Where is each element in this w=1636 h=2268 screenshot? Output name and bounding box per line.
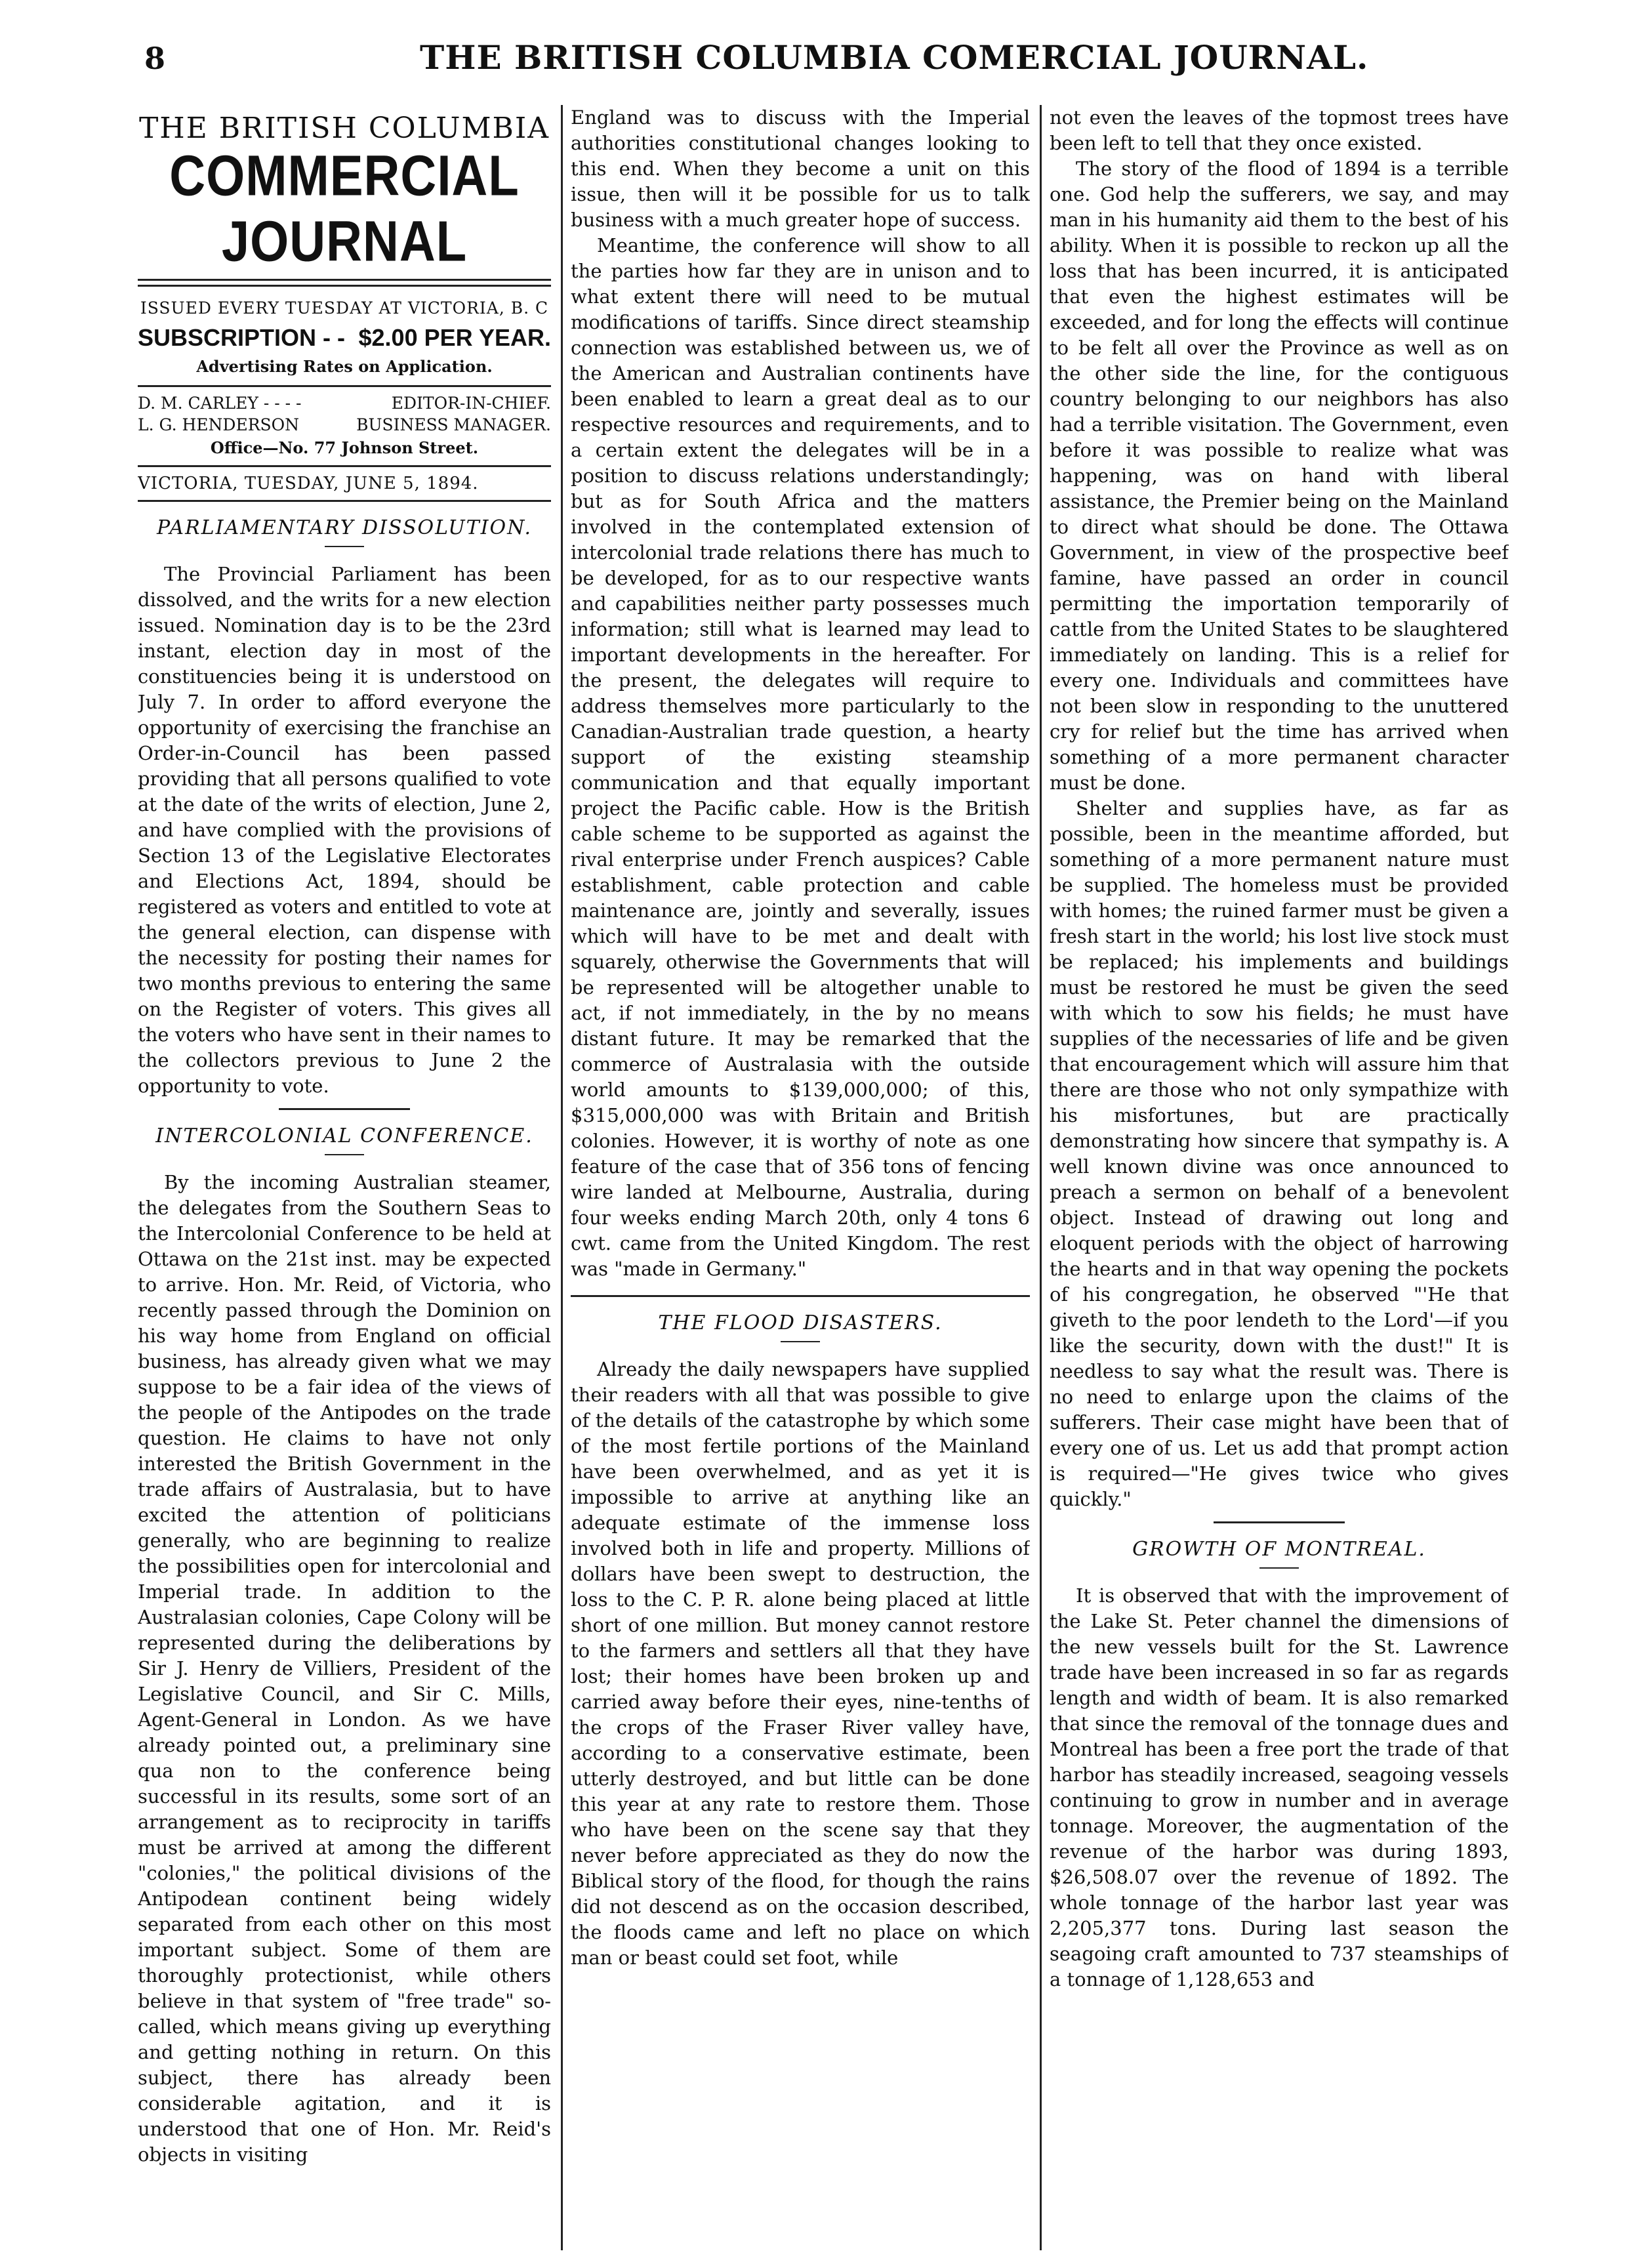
subscription-label: SUBSCRIPTION - - — [138, 324, 346, 351]
masthead-rule — [138, 279, 551, 287]
title-dash — [325, 1154, 364, 1155]
manager-row — [138, 415, 551, 434]
article-body-parliamentary: The Provincial Parliament has been dissolved, and the writs for a new election issued. Nomination day is to be the 23rd instant, election day in most of the constituencies being it is understood on July 7. In order to afford everyone the opportunity of exercising the franchise an Order-in-Council has been passed providing that all persons qualified to vote at the date of the writs of election, June 2, and have complied with the provisions of Section 13 of the Legislative Electorates and Elections Act, 1894, should be registered as voters and entitled to vote at the general election, can dispense with the necessity for posting their names for two months previous to entering the same on the Register of voters. This gives all the voters who have sent in their names to the collectors previous to June 2 the opportunity to vote. — [138, 563, 551, 1097]
article-title-flood: THE FLOOD DISASTERS. — [571, 1295, 1030, 1334]
article-body-flood-cont: not even the leaves of the topmost trees have been left to tell that they once existed. — [1050, 106, 1509, 154]
editor-row — [138, 394, 551, 413]
column-rule — [1040, 105, 1042, 2250]
subscription-price: $2.00 PER YEAR. — [358, 324, 551, 351]
article-body-intercolonial-p2: Meantime, the conference will show to all the parties how far they are in unison and to what extent there will need to be mutual modifications of tariffs. Since direct steamship connection was established between us, we of the American and Australian continents have been enabled to learn a great deal as to our respective resources and requirements, and to a certain extent the delegates will be in a position to discuss relations understandingly; but as for South Africa and the matters involved in the contemplated extension of intercolonial trade relations there has much to be developed, for as to our respective wants and capabilities neither party possesses much information; still what is learned may lead to important developments in the hereafter. For the present, the delegates will require to address themselves more particularly to the Canadian-Australian trade question, a hearty support of the existing steamship communication and that equally important project the Pacific cable. How is the British cable scheme to be supported as against the rival enterprise under French auspices? Cable establishment, cable protection and cable maintenance are, jointly and severally, issues which will have to be met and dealt with squarely, otherwise the Governments that will be represented will be altogether unable to act, if not immediately, in the by no means distant future. It may be remarked that the commerce of Australasia with the outside world amounts to $139,000,000; of this, $315,000,000 was with Britain and British colonies. However, it is worthy of note as one feature of the case that of 356 tons of fencing wire landed at Melbourne, Australia, during four weeks ending March 20th, only 4 tons 6 cwt. came from the United Kingdom. The rest was "made in Germany." — [571, 234, 1030, 1280]
article-body-montreal: It is observed that with the improvement of the Lake St. Peter channel the dimensions of the new vessels built for the St. Lawrence trade have been increased in so far as regards length and width of beam. It is also remarked that since the removal of the tonnage dues and Montreal has been a free port the trade of that harbor has steadily increased, seagoing vessels continuing to grow in number and in average tonnage. Moreover, the augmentation of the revenue of the harbor was during 1893, $26,508.07 over the revenue of 1892. The whole tonnage of the harbor last year was 2,205,377 tons. During last season the seagoing craft amounted to 737 steamships of a tonnage of 1,128,653 and — [1050, 1584, 1509, 1990]
article-body-flood-p3: Shelter and supplies have, as far as possible, been in the meantime afforded, but something of a more permanent nature must be supplied. The homeless must be provided with homes; the ruined farmer must be given a fresh start in the world; his lost live stock must be replaced; his implements and buildings must be restored he must be given the seed with which to sow his fields; he must have supplies of the necessaries of life and be given that encouragement which will assure him that there are those who not only sympathize with his misfortunes, but are practically demonstrating how sincere that sympathy is. A well known divine was once announced to preach a sermon on behalf of a benevolent object. Instead of drawing out long and eloquent periods with the object of harrowing the hearts and in that way opening the pockets of his congregation, he observed "'He that giveth to the poor lendeth to the Lord'—if you like the security, down with the dust!" It is needless to say what the result was. There is no need to enlarge upon the claims of the sufferers. Their case might have been that of every one of us. Let us add that prompt action is required—"He gives twice who gives quickly." — [1050, 797, 1509, 1510]
title-dash — [325, 546, 364, 547]
article-body-intercolonial: By the incoming Australian steamer, the delegates from the Southern Seas to the Intercolonial Conference to be held at Ottawa on the 21st inst. may be expected to arrive. Hon. Mr. Reid, of Victoria, who recently passed through the Dominion on his way home from England on official business, has already given what we may suppose to be a fair idea of the views of the people of the Antipodes on the trade question. He claims to have not only interested the British Government in the trade affairs of Australasia, but to have excited the attention of politicians generally, who are beginning to realize the possibilities open for intercolonial and Imperial trade. In addition to the Australasian colonies, Cape Colony will be represented during the deliberations by Sir J. Henry de Villiers, President of the Legislative Council, and Sir C. Mills, Agent-General in London. As we have already pointed out, a preliminary sine qua non to the conference being successful in its results, some sort of an arrangement as to reciprocity in tariffs must be arrived at among the different "colonies," the political divisions of the Antipodean continent being widely separated from each other on this most important subject. Some of them are thoroughly protectionist, while others believe in that system of "free trade" so-called, which means giving up everything and getting nothing in return. On this subject, there has already been considerable agitation, and it is understood that one of Hon. Mr. Reid's objects in visiting — [138, 1171, 551, 2166]
office-address: Office—No. 77 Johnson Street. — [210, 438, 479, 457]
column-2 — [571, 105, 1030, 2250]
article-title-parliamentary: PARLIAMENTARY DISSOLUTION. — [157, 516, 532, 539]
article-body-intercolonial-cont: England was to discuss with the Imperial authorities constitutional changes looking to this end. When they become a unit on this issue, then will it be possible for us to talk business with a much greater hope of success. — [571, 106, 1030, 231]
masthead-rule — [138, 500, 551, 502]
editor-title: EDITOR-IN-CHIEF. — [391, 394, 551, 413]
article-body-flood: Already the daily newspapers have supplied their readers with all that was possible to give of the details of the catastrophe by which some of the most fertile portions of the Mainland have been overwhelmed, and as yet it is impossible to arrive at anything like an adequate estimate of the immense loss involved both in life and property. Millions of dollars have been swept to destruction, the loss to the C. P. R. alone being placed at little short of one million. But money cannot restore to the farmers and settlers all that they have lost; their homes have been broken up and carried away before their eyes, nine-tenths of the crops of the Fraser River valley have, according to a conservative estimate, been utterly destroyed, and but little can be done this year at any rate to restore them. Those who have been on the scene say that they never before appreciated as they do now the Biblical story of the flood, for though the rains did not descend as on the occasion described, the floods came and left no place on which man or beast could set foot, while — [571, 1358, 1030, 1969]
article-end-rule — [279, 1108, 410, 1110]
column-rule — [561, 105, 563, 2250]
masthead-line1: THE BRITISH COLUMBIA — [138, 112, 550, 145]
advertising-note: Advertising Rates on Application. — [196, 357, 493, 376]
masthead-rule — [138, 385, 551, 387]
masthead-issued: ISSUED EVERY TUESDAY AT VICTORIA, B. C — [140, 299, 549, 318]
page-number: 8 — [144, 41, 166, 76]
masthead — [138, 112, 551, 502]
masthead-title: COMMERCIAL JOURNAL — [169, 144, 520, 274]
manager-name: L. G. HENDERSON — [138, 415, 300, 434]
subscription-line — [138, 324, 551, 352]
masthead-rule — [138, 465, 551, 467]
manager-title: BUSINESS MANAGER. — [356, 415, 551, 434]
title-dash — [1259, 1567, 1299, 1569]
article-title-intercolonial: INTERCOLONIAL CONFERENCE. — [155, 1124, 533, 1147]
running-head — [131, 33, 1522, 85]
column-1 — [138, 105, 551, 2250]
article-title-montreal: GROWTH OF MONTREAL. — [1132, 1538, 1426, 1561]
dateline: VICTORIA, TUESDAY, JUNE 5, 1894. — [138, 474, 479, 493]
article-body-flood-p2: The story of the flood of 1894 is a terrible one. God help the sufferers, we say, and may man in his humanity aid them to the best of his ability. When it is possible to reckon up all the loss that has been incurred, it is anticipated that even the highest estimates will be exceeded, and for long the effects will continue to be felt all over the Province as well as on the other side the line, for the contiguous country belonging to our neighbors has also had a terrible visitation. The Government, even before it was possible to realize what was happening, was on hand with liberal assistance, the Premier being on the Mainland to direct what should be done. The Ottawa Government, in view of the prospective beef famine, have passed an order in council permitting the importation temporarily of cattle from the United States to be slaughtered immediately on landing. This is a relief for every one. Individuals and committees have not been slow in responding to the unuttered cry for relief but the time has arrived when something of a more permanent character must be done. — [1050, 157, 1509, 794]
title-dash — [781, 1341, 820, 1342]
column-3 — [1050, 105, 1509, 2250]
editor-name: D. M. CARLEY - - - - — [138, 394, 302, 413]
article-end-rule — [1214, 1521, 1345, 1523]
running-head-title: THE BRITISH COLUMBIA COMERCIAL JOURNAL. — [420, 38, 1369, 77]
